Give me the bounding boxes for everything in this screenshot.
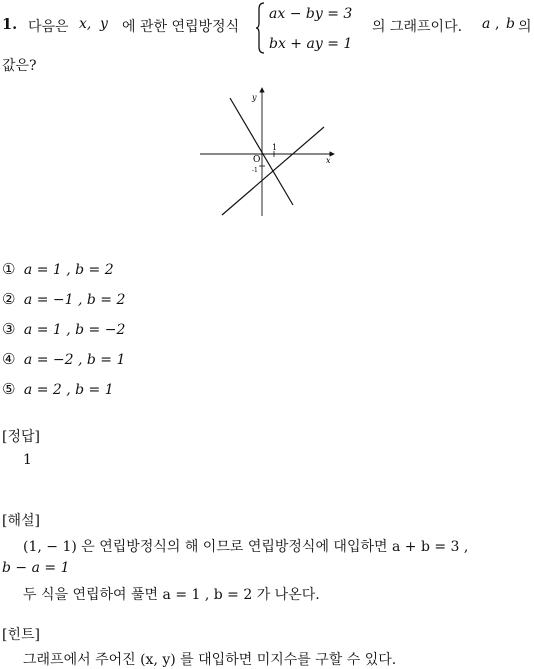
choice-2-marker: ② xyxy=(2,290,16,308)
explanation-line-2: b − a = 1 xyxy=(2,560,70,576)
hint-heading: [힌트] xyxy=(2,627,40,643)
explanation-heading: [해설] xyxy=(2,513,40,529)
choice-1-text: a = 1 , b = 2 xyxy=(23,262,114,278)
choice-2[interactable] xyxy=(2,290,125,308)
question-text-2: 에 관한 연립방정식 xyxy=(122,19,240,35)
choice-5-marker: ⑤ xyxy=(2,380,16,398)
origin-label: O xyxy=(253,155,261,165)
question-comma: , xyxy=(495,16,500,32)
explanation-line-3: 두 식을 연립하여 풀면 a = 1 , b = 2 가 나온다. xyxy=(23,587,320,603)
choice-3[interactable] xyxy=(2,320,125,338)
choice-3-text: a = 1 , b = −2 xyxy=(23,322,126,338)
choice-1[interactable] xyxy=(2,260,114,278)
hint-line-1: 그래프에서 주어진 (x, y) 를 대입하면 미지수를 구할 수 있다. xyxy=(23,652,397,668)
question-var-b: b xyxy=(506,16,515,32)
question-var-y: y xyxy=(100,16,108,32)
answer-value: 1 xyxy=(23,452,32,468)
choice-2-text: a = −1 , b = 2 xyxy=(23,292,126,308)
question-text-4: 의 xyxy=(518,19,532,35)
question-text-1: 다음은 xyxy=(28,19,69,35)
system-brace xyxy=(256,2,265,54)
axis-y-label: y xyxy=(252,93,257,102)
explanation-line-1: (1, − 1) 은 연립방정식의 해 이므로 연립방정식에 대입하면 a + b = 3 , xyxy=(23,539,469,555)
question-text-line2: 값은? xyxy=(2,58,37,74)
choice-5[interactable] xyxy=(2,380,114,398)
choice-5-text: a = 2 , b = 1 xyxy=(23,382,114,398)
question-var-a: a xyxy=(482,16,491,32)
choice-4[interactable] xyxy=(2,350,125,368)
graph-figure xyxy=(196,84,338,222)
equation-2: bx + ay = 1 xyxy=(269,36,353,52)
equation-1: ax − by = 3 xyxy=(269,6,353,22)
axis-x-label: x xyxy=(326,156,331,165)
choice-1-marker: ① xyxy=(2,260,16,278)
question-number: 1. xyxy=(2,16,18,33)
choice-4-marker: ④ xyxy=(2,350,16,368)
tick-y-label: -1 xyxy=(252,167,258,174)
graph-line-1 xyxy=(230,98,293,205)
question-text-3: 의 그래프이다. xyxy=(372,19,463,35)
choice-4-text: a = −2 , b = 1 xyxy=(23,352,126,368)
graph-line-2 xyxy=(222,127,324,215)
question-var-x: x, xyxy=(79,16,92,32)
answer-heading: [정답] xyxy=(2,429,40,445)
choice-3-marker: ③ xyxy=(2,320,16,338)
tick-x-label: 1 xyxy=(272,143,278,152)
